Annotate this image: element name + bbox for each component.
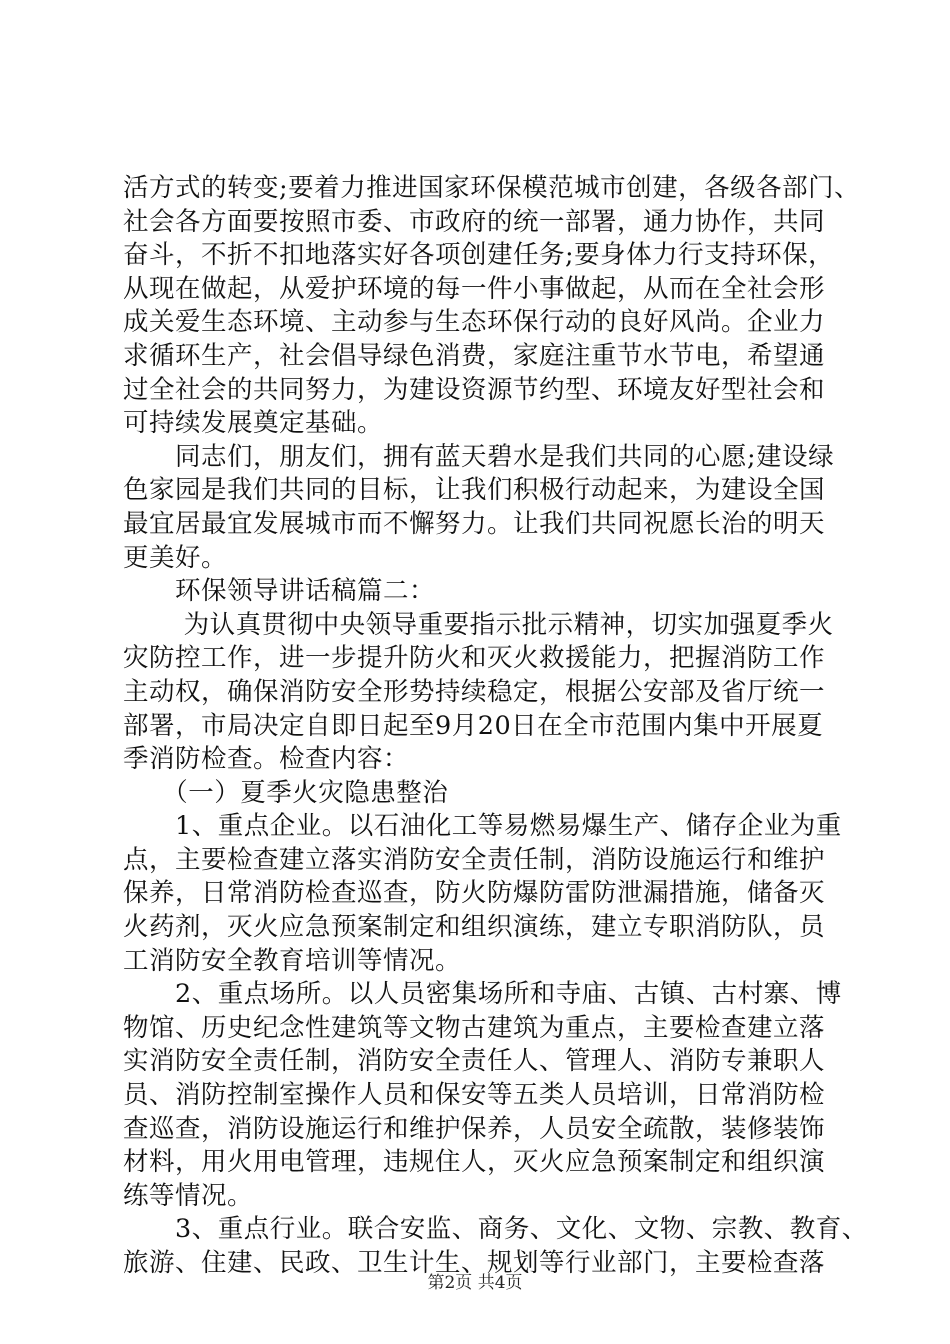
text-line: 查巡查，消防设施运行和维护保养，人员安全疏散，装修装饰: [123, 1113, 826, 1144]
text-line: 练等情况。: [123, 1180, 254, 1211]
text-line: 更美好。: [123, 542, 228, 573]
text-line: 物馆、历史纪念性建筑等文物古建筑为重点，主要检查建立落: [123, 1012, 826, 1043]
text-line: 社会各方面要按照市委、市政府的统一部署，通力协作，共同: [123, 206, 826, 237]
text-line: 奋斗，不折不扣地落实好各项创建任务;要身体力行支持环保，: [123, 240, 835, 271]
text-line: 点，主要检查建立落实消防安全责任制，消防设施运行和维护: [123, 844, 826, 875]
text-line: 可持续发展奠定基础。: [123, 408, 384, 439]
text-line: 2、重点场所。以人员密集场所和寺庙、古镇、古村寨、博: [123, 979, 842, 1010]
text-line: 部署，市局决定自即日起至9月20日在全市范围内集中开展夏: [123, 710, 824, 741]
text-line: 工消防安全教育培训等情况。: [123, 945, 462, 976]
text-line: 实消防安全责任制，消防安全责任人、管理人、消防专兼职人: [123, 1046, 826, 1077]
text-line: 季消防检查。检查内容：: [123, 744, 410, 775]
page-number-footer: 第2页 共4页: [427, 1273, 523, 1293]
text-line: 过全社会的共同努力，为建设资源节约型、环境友好型社会和: [123, 374, 826, 405]
subsection-heading: （一）夏季火灾隐患整治: [123, 777, 449, 808]
text-line: 求循环生产，社会倡导绿色消费，家庭注重节水节电，希望通: [123, 340, 826, 371]
text-line: 主动权，确保消防安全形势持续稳定，根据公安部及省厅统一: [123, 676, 826, 707]
text-line: 1、重点企业。以石油化工等易燃易爆生产、储存企业为重: [123, 811, 842, 842]
text-line: 成关爱生态环境、主动参与生态环保行动的良好风尚。企业力: [123, 307, 826, 338]
text-line: 色家园是我们共同的目标，让我们积极行动起来，为建设全国: [123, 475, 826, 506]
text-line: 同志们，朋友们，拥有蓝天碧水是我们共同的心愿;建设绿: [123, 441, 835, 472]
document-body: [123, 172, 868, 1281]
text-line: 为认真贯彻中央领导重要指示批示精神，切实加强夏季火: [123, 609, 834, 640]
text-line: 最宜居最宜发展城市而不懈努力。让我们共同祝愿长治的明天: [123, 508, 826, 539]
text-line: 3、重点行业。联合安监、商务、文化、文物、宗教、教育、: [123, 1214, 868, 1245]
text-line: 活方式的转变;要着力推进国家环保模范城市创建，各级各部门、: [123, 173, 861, 203]
section-heading: 环保领导讲话稿篇二：: [123, 576, 436, 607]
text-line: 灾防控工作，进一步提升防火和灭火救援能力，把握消防工作: [123, 643, 826, 674]
text-line: 材料，用火用电管理，违规住人，灭火应急预案制定和组织演: [123, 1147, 826, 1178]
text-line: 员、消防控制室操作人员和保安等五类人员培训，日常消防检: [123, 1080, 826, 1111]
text-line: 旅游、住建、民政、卫生计生、规划等行业部门，主要检查落: [123, 1248, 826, 1278]
text-line: 从现在做起，从爱护环境的每一件小事做起，从而在全社会形: [123, 273, 826, 304]
text-line: 保养，日常消防检查巡查，防火防爆防雷防泄漏措施，储备灭: [123, 878, 826, 909]
text-line: 火药剂，灭火应急预案制定和组织演练，建立专职消防队，员: [123, 912, 826, 943]
